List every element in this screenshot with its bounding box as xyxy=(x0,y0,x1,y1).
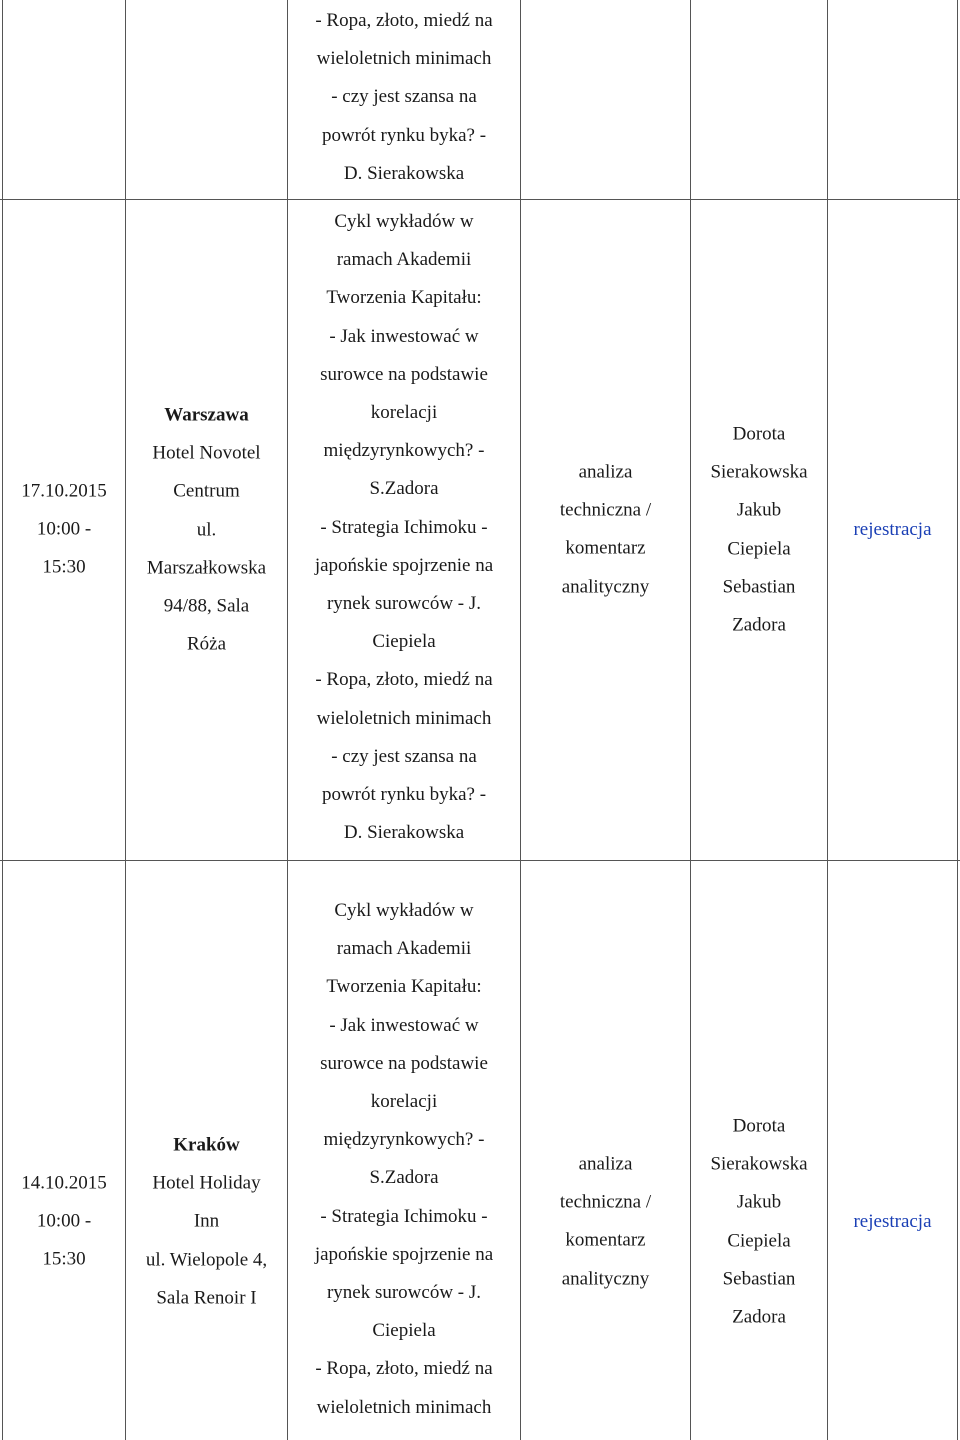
program-line: japońskie spojrzenie na xyxy=(314,1243,494,1265)
program-line: ramach Akademii xyxy=(336,938,472,960)
event-topic xyxy=(521,1146,690,1299)
program-line: międzyrynkowych? - xyxy=(323,1129,485,1151)
speaker-line: Ciepiela xyxy=(727,538,791,559)
program-line: D. Sierakowska xyxy=(343,822,465,844)
program-line: korelacji xyxy=(370,402,438,424)
topic-line: analityczny xyxy=(561,1268,650,1290)
speaker-line: Zadora xyxy=(732,1306,786,1328)
event-date xyxy=(3,1165,125,1280)
event-location xyxy=(126,396,287,663)
program-line: Cykl wykładów w xyxy=(334,211,474,232)
venue-line: Hotel Holiday xyxy=(152,1172,261,1194)
topic-line: komentarz xyxy=(565,538,646,559)
program-line: - Ropa, złoto, miedź na xyxy=(315,1358,493,1380)
program-line: japońskie spojrzenie na xyxy=(314,554,494,576)
venue-line: ul. xyxy=(196,518,217,540)
program-line: wieloletnich minimach xyxy=(316,707,492,729)
program-line: Cykl wykładów w xyxy=(334,900,474,921)
program-line: - Jak inwestować w xyxy=(329,325,479,347)
program-line: surowce na podstawie xyxy=(320,1052,488,1074)
program-line: Tworzenia Kapitału: xyxy=(326,976,482,998)
event-program-fragment xyxy=(288,2,520,193)
column-divider xyxy=(957,0,958,1440)
program-line: D. Sierakowska xyxy=(343,162,465,184)
speaker-line: Jakub xyxy=(736,499,782,521)
event-speakers xyxy=(691,415,827,644)
program-line: - Strategia Ichimoku - xyxy=(320,516,488,538)
program-line: - czy jest szansa na xyxy=(331,86,477,108)
venue-line: Inn xyxy=(193,1210,220,1232)
program-line: wieloletnich minimach xyxy=(316,48,492,70)
program-line: S.Zadora xyxy=(369,478,439,500)
program-line: - Ropa, złoto, miedź na xyxy=(315,10,493,31)
event-program xyxy=(288,203,520,852)
venue-line: Hotel Novotel xyxy=(152,442,261,464)
row-divider xyxy=(0,199,960,200)
topic-line: komentarz xyxy=(565,1230,646,1251)
topic-line: analiza xyxy=(578,461,633,483)
program-line: rynek surowców - J. xyxy=(326,593,482,615)
event-speakers xyxy=(691,1107,827,1336)
program-line: - czy jest szansa na xyxy=(331,745,477,767)
speaker-line: Ciepiela xyxy=(727,1230,791,1251)
speaker-line: Sebastian xyxy=(722,1268,796,1290)
time-line: 10:00 - xyxy=(36,518,92,540)
registration-link[interactable]: rejestracja xyxy=(853,518,932,540)
topic-line: analityczny xyxy=(561,576,650,598)
program-line: surowce na podstawie xyxy=(320,363,488,385)
speaker-line: Dorota xyxy=(732,423,786,445)
speaker-line: Sierakowska xyxy=(710,461,808,483)
topic-line: analiza xyxy=(578,1153,633,1175)
speaker-line: Zadora xyxy=(732,614,786,636)
program-line: - Ropa, złoto, miedź na xyxy=(315,669,493,691)
venue-line: Marszałkowska xyxy=(146,557,267,579)
venue-line: 94/88, Sala xyxy=(163,595,250,617)
speaker-line: Dorota xyxy=(732,1115,786,1137)
program-line: Ciepiela xyxy=(372,631,436,653)
program-line: powrót rynku byka? - xyxy=(321,784,487,806)
program-line: Tworzenia Kapitału: xyxy=(326,287,482,309)
city-name: Kraków xyxy=(173,1134,240,1156)
event-topic xyxy=(521,454,690,607)
registration-cell xyxy=(828,511,957,549)
venue-line: Róża xyxy=(186,633,227,655)
program-line: S.Zadora xyxy=(369,1167,439,1189)
program-line: Ciepiela xyxy=(372,1320,436,1342)
venue-line: ul. Wielopole 4, xyxy=(145,1249,268,1271)
speaker-line: Sebastian xyxy=(722,576,796,598)
event-date xyxy=(3,473,125,588)
program-line: powrót rynku byka? - xyxy=(321,124,487,146)
row-divider xyxy=(0,860,960,861)
venue-line: Centrum xyxy=(173,480,240,502)
program-line: wieloletnich minimach xyxy=(316,1396,492,1418)
time-line: 15:30 xyxy=(42,557,86,579)
speaker-line: Jakub xyxy=(736,1191,782,1213)
time-line: 10:00 - xyxy=(36,1210,92,1232)
topic-line: techniczna / xyxy=(559,499,652,521)
event-program xyxy=(288,892,520,1427)
program-line: ramach Akademii xyxy=(336,249,472,271)
program-line: międzyrynkowych? - xyxy=(323,440,485,462)
date-line: 14.10.2015 xyxy=(21,1172,107,1194)
topic-line: techniczna / xyxy=(559,1191,652,1213)
program-line: - Strategia Ichimoku - xyxy=(320,1205,488,1227)
event-location xyxy=(126,1126,287,1317)
program-line: - Jak inwestować w xyxy=(329,1014,479,1036)
city-name: Warszawa xyxy=(164,404,249,426)
program-line: korelacji xyxy=(370,1091,438,1113)
time-line: 15:30 xyxy=(42,1249,86,1271)
speaker-line: Sierakowska xyxy=(710,1153,808,1175)
registration-link[interactable]: rejestracja xyxy=(853,1210,932,1232)
venue-line: Sala Renoir I xyxy=(156,1287,257,1309)
program-line: rynek surowców - J. xyxy=(326,1282,482,1304)
date-line: 17.10.2015 xyxy=(21,480,107,502)
registration-cell xyxy=(828,1203,957,1241)
